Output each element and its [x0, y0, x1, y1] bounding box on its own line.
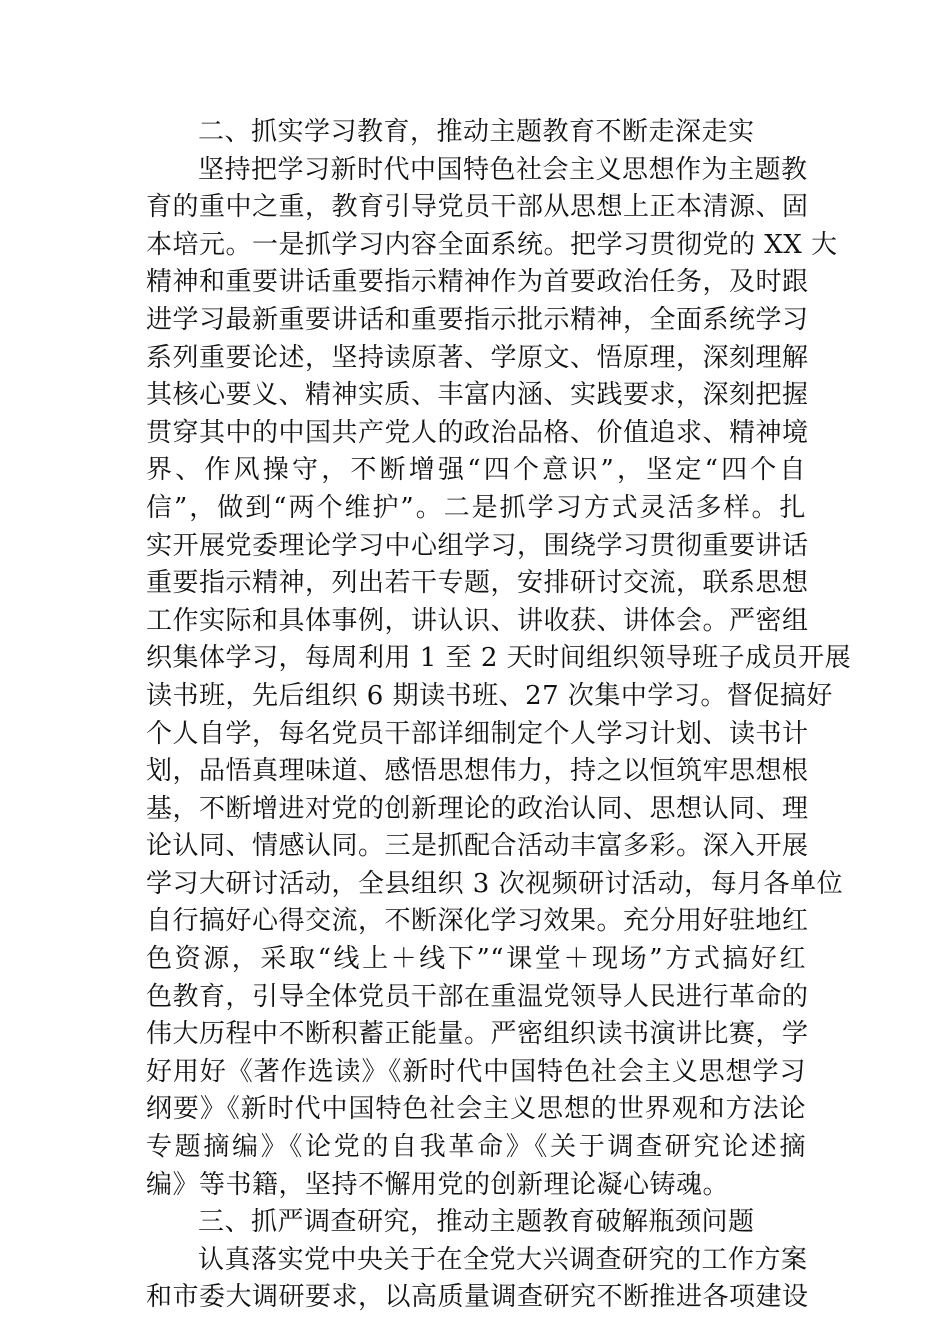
paragraph-line: 和市委大调研要求，以高质量调查研究不断推进各项建设 — [146, 1282, 809, 1313]
section-heading-2: 二、抓实学习教育，推动主题教育不断走深走实 — [198, 117, 755, 147]
paragraph-line: 基，不断增进对党的创新理论的政治认同、思想认同、理 — [146, 793, 809, 824]
paragraph-line: 重要指示精神，列出若干专题，安排研讨交流，联系思想 — [146, 568, 809, 599]
paragraph-line: 专题摘编》《论党的自我革命》《关于调查研究论述摘 — [146, 1132, 806, 1163]
section-heading-3: 三、抓严调查研究，推动主题教育破解瓶颈问题 — [198, 1207, 755, 1238]
paragraph-line: 编》等书籍，坚持不懈用党的创新理论凝心铸魂。 — [146, 1169, 730, 1200]
section-2-paragraph — [146, 152, 852, 1205]
paragraph-line: 色资源，采取“线上＋线下”“课堂＋现场”方式搞好红 — [146, 944, 806, 975]
paragraph-line: 个人自学，每名党员干部详细制定个人学习计划、读书计 — [146, 718, 809, 749]
paragraph-line: 系列重要论述，坚持读原著、学原文、悟原理，深刻理解 — [146, 342, 809, 373]
paragraph-line: 育的重中之重，教育引导党员干部从思想上正本清源、固 — [146, 192, 809, 223]
paragraph-line: 伟大历程中不断积蓄正能量。严密组织读书演讲比赛，学 — [146, 1019, 809, 1050]
paragraph-line: 精神和重要讲话重要指示精神作为首要政治任务，及时跟 — [146, 267, 809, 298]
paragraph-line: 好用好《著作选读》《新时代中国特色社会主义思想学习 — [146, 1056, 806, 1087]
paragraph-line: 贯穿其中的中国共产党人的政治品格、价值追求、精神境 — [146, 417, 809, 448]
paragraph-line: 本培元。一是抓学习内容全面系统。把学习贯彻党的 XX 大 — [146, 229, 838, 260]
paragraph-line: 坚持把学习新时代中国特色社会主义思想作为主题教 — [198, 154, 808, 185]
document-body — [146, 114, 852, 1317]
paragraph-line: 纲要》《新时代中国特色社会主义思想的世界观和方法论 — [146, 1094, 806, 1125]
paragraph-line: 实开展党委理论学习中心组学习，围绕学习贯彻重要讲话 — [146, 530, 809, 561]
paragraph-line: 工作实际和具体事例，讲认识、讲收获、讲体会。严密组 — [146, 605, 809, 636]
paragraph-line: 其核心要义、精神实质、丰富内涵、实践要求，深刻把握 — [146, 380, 809, 411]
paragraph-line: 学习大研讨活动，全县组织 3 次视频研讨活动，每月各单位 — [146, 868, 844, 899]
paragraph-line: 信”，做到“两个维护”。二是抓学习方式灵活多样。扎 — [146, 492, 806, 523]
paragraph-line: 划，品悟真理味道、感悟思想伟力，持之以恒筑牢思想根 — [146, 756, 809, 787]
paragraph-line: 色教育，引导全体党员干部在重温党领导人民进行革命的 — [146, 981, 809, 1012]
paragraph-line: 织集体学习，每周利用 1 至 2 天时间组织领导班子成员开展 — [146, 643, 852, 674]
paragraph-line: 论认同、情感认同。三是抓配合活动丰富多彩。深入开展 — [146, 831, 809, 862]
section-3-paragraph — [146, 1242, 809, 1317]
paragraph-line: 认真落实党中央关于在全党大兴调查研究的工作方案 — [198, 1244, 808, 1275]
paragraph-line: 进学习最新重要讲话和重要指示批示精神，全面系统学习 — [146, 304, 809, 335]
paragraph-line: 自行搞好心得交流，不断深化学习效果。充分用好驻地红 — [146, 906, 809, 937]
paragraph-line: 读书班，先后组织 6 期读书班、27 次集中学习。督促搞好 — [146, 680, 833, 711]
paragraph-line: 界、作风操守，不断增强“四个意识”，坚定“四个自 — [146, 455, 806, 486]
